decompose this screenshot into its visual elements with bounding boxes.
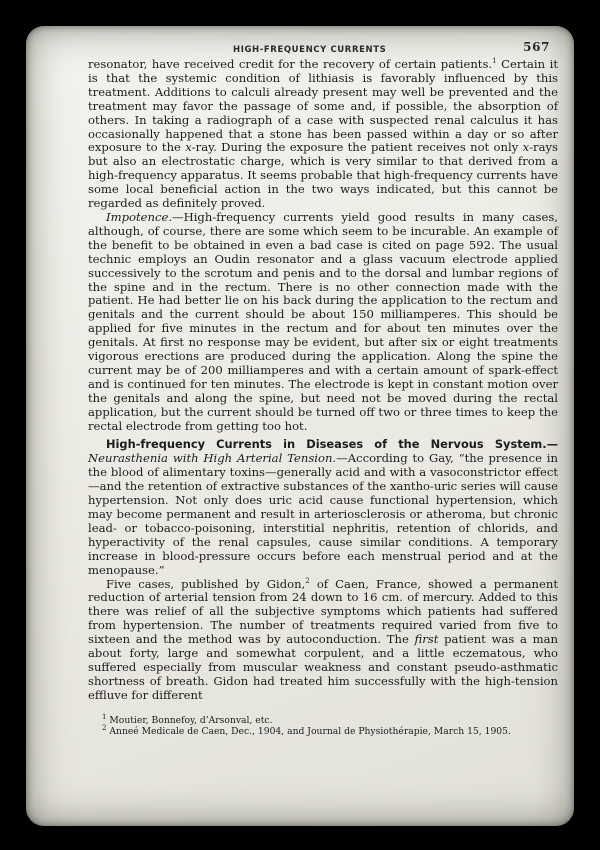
footnote-ref-2: 2 [305, 576, 310, 585]
running-header [88, 40, 558, 58]
run-in-heading-impotence: Impotence. [106, 209, 173, 224]
paragraph-lithiasis: resonator, have received credit for the recovery of certain patients.$^1$ Certain it is that the systemic condition of lithiasis is favorably influenced by this treatment. Additions to calculi already present may well be prevented and the treatment may favor the passage of some and, if possible, the absorption of others. In taking a radiograph of a case with suspected renal calculus it has occasionally happened that a stone has been passed within a day or so after exposure to the x-ray. During the exposure the patient receives not only x-rays but also an electrostatic charge, which is very similar to that derived from a high-frequency apparatus. It seems probable that high-frequency currents have some local beneficial action in the two ways indicated, but this cannot be regarded as definitely proved. [88, 57, 558, 211]
page-number: 567 [523, 40, 550, 54]
paragraph-nervous-system: High-frequency Currents in Diseases of the Nervous System.— Neurasthenia with High Arterial Tension.—According to Gay, “the presence in the blood of alimentary toxins—generally acid and with a vasoconstrictor effect—and the retention of extractive substances of the xantho-uric series will cause hypertension. Not only does uric acid cause functional hypertension, which may become permanent and result in arteriosclerosis or atheroma, but chronic lead- or tobacco-poisoning, interstitial nephritis, retention of chlorids, and hyperactivity of the renal capsules, cause similar conditions. A temporary increase in blood-pressure occurs before each menstrual period and at the menopause.” [88, 437, 558, 577]
footnotes [88, 712, 558, 737]
running-title: HIGH-FREQUENCY CURRENTS [233, 45, 387, 55]
footnote-ref-1: 1 [492, 57, 497, 66]
run-in-heading-neurasthenia: Neurasthenia with High Arterial Tension. [88, 451, 337, 466]
book-page [26, 26, 574, 826]
footnote-2: $^2$ Anneé Medicale de Caen, Dec., 1904, and Journal de Physiothérapie, March 15, 1905. [102, 723, 511, 737]
paragraph-impotence: Impotence.—High-frequency currents yield good results in many cases, although, of course, there are some which seem to be incurable. An example of the benefit to be obtained in even a bad case is cited on page 592. The usual technic employs an Oudin resonator and a glass vacuum electrode applied successively to the scrotum and penis and to the dorsal and lumbar regions of the spine and in the rectum. There is no other connection made with the patient. He had better lie on his back during the application to the rectum and genitals and the current should be about 150 milliamperes. This should be applied for five minutes in the rectum and for about ten minutes over the genitals. At first no response may be evident, but after six or eight treatments vigorous erections are produced during the application. Along the spine the current may be of 200 milliamperes and with a certain amount of spark-effect and is continued for ten minutes. The electrode is kept in constant motion over the genitals and along the spine, but need not be moved during the rectal application, but the current should be turned off two or three times to keep the rectal electrode from getting too hot. [88, 209, 558, 433]
section-heading: High-frequency Currents in Diseases of the Nervous System.— [106, 437, 558, 452]
page-content [88, 40, 558, 737]
footnote-1: $^1$ Moutier, Bonnefoy, d’Arsonval, etc. [102, 712, 273, 726]
paragraph-gidon-cases: Five cases, published by Gidon,$^2$ of Caen, France, showed a permanent reduction of arterial tension from 24 down to 16 cm. of mercury. Added to this there was relief of all the subjective symptoms which patients had suffered from hypertension. The number of treatments required varied from five to sixteen and the method was by autoconduction. The first patient was a man about forty, large and somewhat corpulent, and a little eczematous, who suffered especially from muscular weakness and constant pseudo-asthmatic shortness of breath. Gidon had treated him successfully with the high-tension effluve for different [88, 576, 559, 702]
